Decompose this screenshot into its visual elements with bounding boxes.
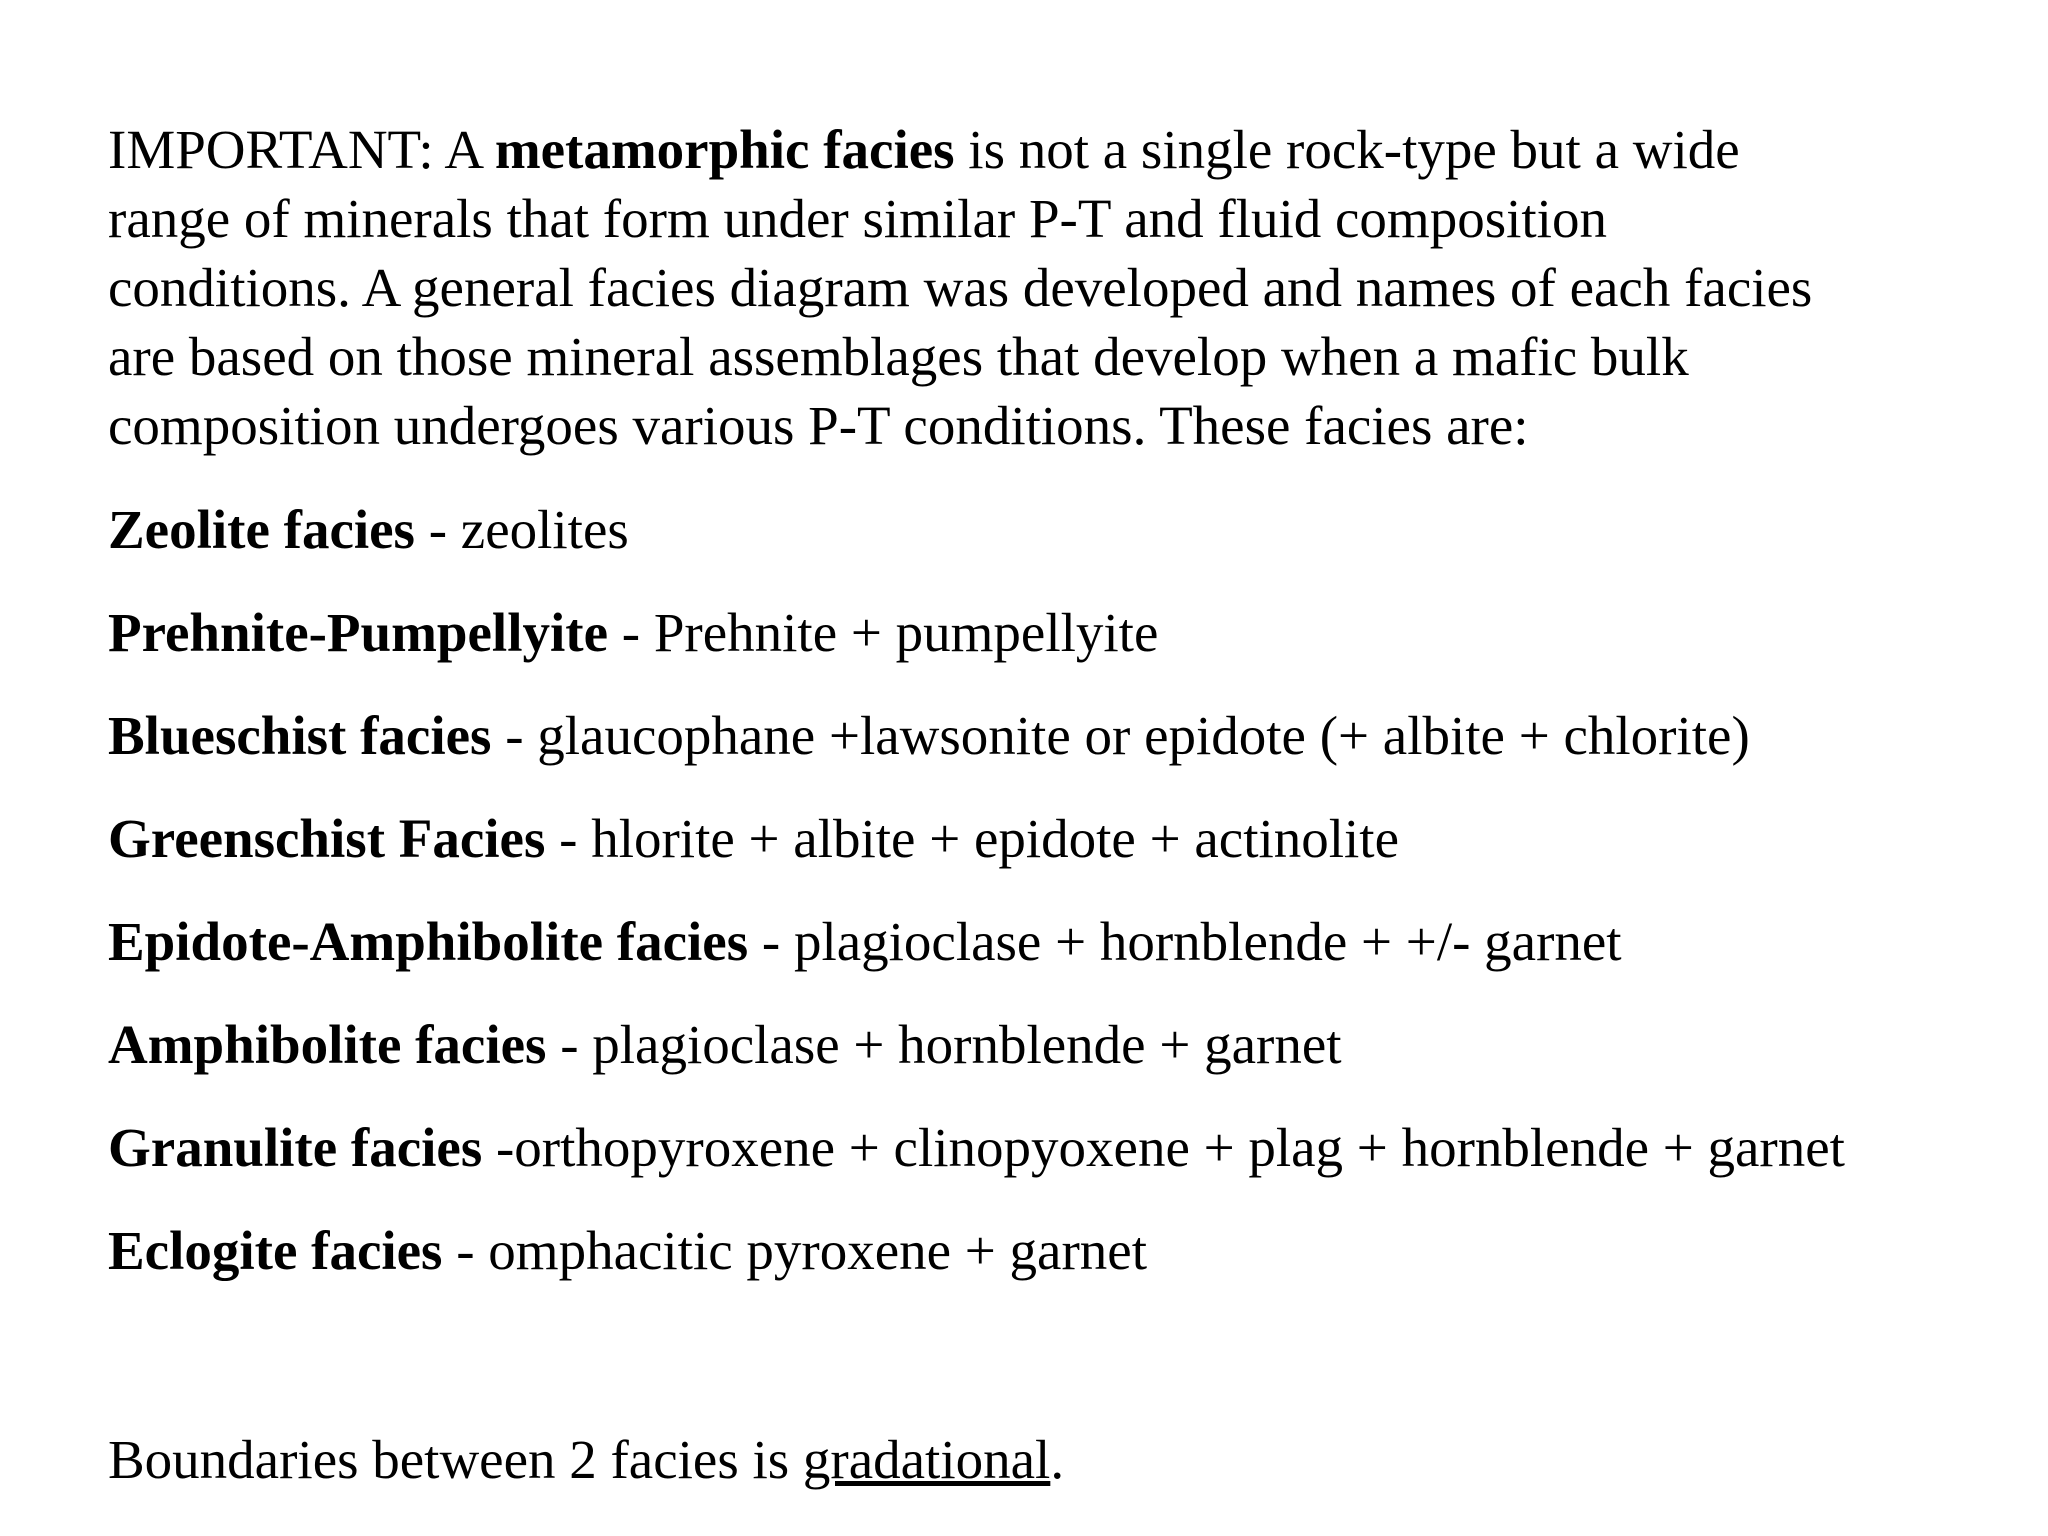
metamorphic-facies-term: metamorphic facies (494, 119, 955, 180)
intro-line-1 (108, 115, 2008, 184)
facies-minerals: - glaucophane +lawsonite or epidote (+ albite + chlorite) (491, 705, 1750, 766)
facies-name: Blueschist facies (108, 705, 492, 766)
facies-item-greenschist (108, 804, 1845, 907)
facies-minerals: - zeolites (414, 499, 629, 560)
facies-minerals: - hlorite + albite + epidote + actinolite (545, 808, 1400, 869)
closing-suffix: . (1050, 1429, 1065, 1490)
intro-line-5: composition undergoes various P-T conditions. These facies are: (108, 395, 1529, 456)
facies-name: Prehnite-Pumpellyite (108, 602, 608, 663)
facies-name: Epidote-Amphibolite facies (108, 911, 749, 972)
intro-line-3: conditions. A general facies diagram was developed and names of each facies (108, 257, 1813, 318)
facies-name: Greenschist Facies (108, 808, 546, 869)
intro-paragraph (108, 115, 2008, 460)
facies-item-blueschist (108, 701, 1845, 804)
facies-name: Zeolite facies (108, 499, 415, 560)
facies-name: Amphibolite facies (108, 1014, 547, 1075)
facies-minerals: - omphacitic pyroxene + garnet (442, 1220, 1147, 1281)
gradational-term: gradational (802, 1429, 1051, 1490)
facies-item-zeolite (108, 495, 1845, 598)
facies-name: Eclogite facies (108, 1220, 443, 1281)
facies-name: Granulite facies (108, 1117, 483, 1178)
intro-line-1-suffix: is not a single rock-type but a wide (954, 119, 1740, 180)
intro-line-1-prefix: IMPORTANT: A (108, 119, 495, 180)
facies-minerals: - Prehnite + pumpellyite (608, 602, 1159, 663)
facies-item-amphibolite (108, 1010, 1845, 1113)
facies-list (108, 495, 1845, 1319)
facies-minerals: - plagioclase + hornblende + +/- garnet (748, 911, 1622, 972)
closing-statement (108, 1425, 1064, 1494)
facies-item-prehnite-pumpellyite (108, 598, 1845, 701)
intro-line-2: range of minerals that form under similar P-T and fluid composition (108, 188, 1607, 249)
facies-minerals: - plagioclase + hornblende + garnet (546, 1014, 1342, 1075)
facies-item-eclogite (108, 1216, 1845, 1319)
facies-minerals: -orthopyroxene + clinopyoxene + plag + hornblende + garnet (482, 1117, 1845, 1178)
facies-item-granulite (108, 1113, 1845, 1216)
closing-prefix: Boundaries between 2 facies is (108, 1429, 803, 1490)
facies-item-epidote-amphibolite (108, 907, 1845, 1010)
intro-line-4: are based on those mineral assemblages that develop when a mafic bulk (108, 326, 1689, 387)
